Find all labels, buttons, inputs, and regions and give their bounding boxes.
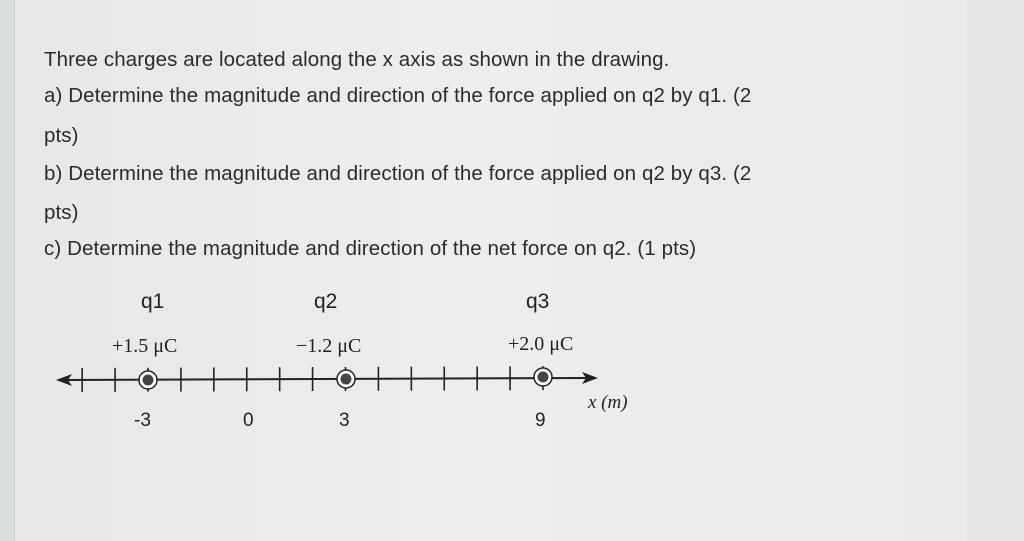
part-a-text-cont: pts) [44, 124, 79, 147]
tick-label-neg3: -3 [134, 410, 151, 431]
q3-marker [534, 368, 552, 386]
tick-label-0: 0 [243, 410, 254, 431]
part-a-text: a) Determine the magnitude and direction of the force applied on q2 by q1. (2 [44, 84, 752, 107]
q1-marker [139, 371, 157, 389]
q2-marker [337, 370, 355, 388]
q2-label: q2 [314, 290, 338, 313]
intro-text: Three charges are located along the x axis as shown in the drawing. [44, 48, 670, 71]
tick-label-3: 3 [339, 410, 350, 431]
q1-value: +1.5 μC [112, 335, 178, 357]
q3-value: +2.0 μC [508, 333, 574, 355]
tick-label-9: 9 [535, 410, 546, 431]
q2-value: −1.2 μC [296, 335, 362, 357]
part-c-text: c) Determine the magnitude and direction of the net force on q2. (1 pts) [44, 237, 697, 260]
part-b-text-cont: pts) [44, 201, 79, 224]
part-b-text: b) Determine the magnitude and direction of the force applied on q2 by q3. (2 [44, 162, 752, 185]
q3-label: q3 [526, 290, 550, 313]
axis-unit-label: x (m) [588, 392, 628, 413]
q1-label: q1 [141, 290, 165, 313]
